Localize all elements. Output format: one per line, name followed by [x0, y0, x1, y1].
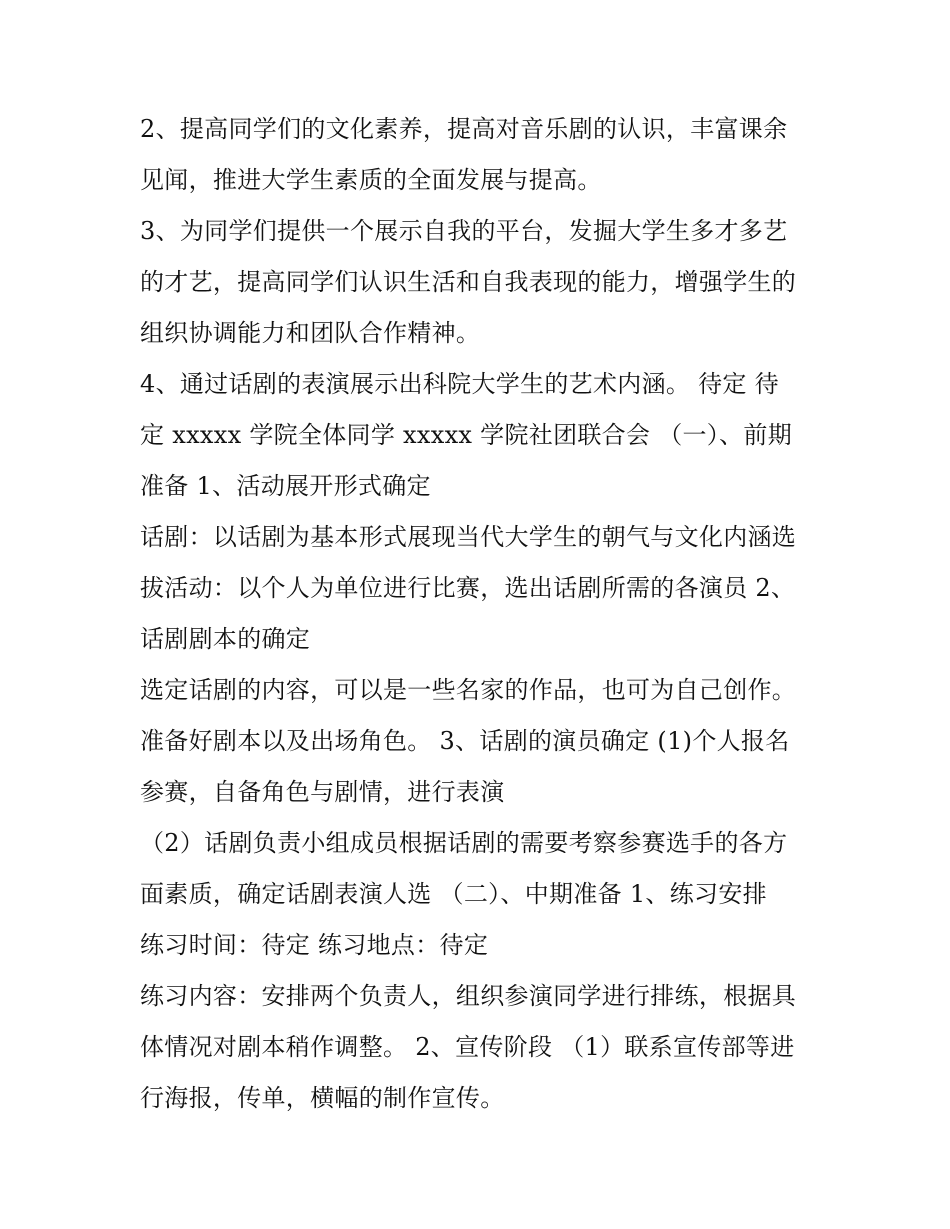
text-line: 3、为同学们提供一个展示自我的平台，发掘大学生多才多艺 [140, 217, 788, 245]
text-line: 2、提高同学们的文化素养，提高对音乐剧的认识，丰富课余 [140, 115, 788, 143]
text-line: （2）话剧负责小组成员根据话剧的需要考察参赛选手的各方 [140, 829, 788, 857]
text-line: 练习时间：待定 练习地点：待定 [140, 931, 489, 959]
text-line: 定 xxxxx 学院全体同学 xxxxx 学院社团联合会 （一）、前期 [140, 421, 792, 449]
text-line: 准备 1、活动展开形式确定 [140, 472, 431, 500]
text-line: 行海报，传单，横幅的制作宣传。 [140, 1084, 505, 1112]
text-line: 练习内容：安排两个负责人，组织参演同学进行排练，根据具 [140, 982, 797, 1010]
text-line: 选定话剧的内容，可以是一些名家的作品，也可为自己创作。 [140, 676, 797, 704]
text-line: 话剧剧本的确定 [140, 625, 311, 653]
document-body [140, 104, 830, 1124]
text-line: 准备好剧本以及出场角色。 3、话剧的演员确定 (1)个人报名 [140, 727, 790, 755]
text-line: 见闻，推进大学生素质的全面发展与提高。 [140, 166, 602, 194]
text-line: 4、通过话剧的表演展示出科院大学生的艺术内涵。 待定 待 [140, 370, 779, 398]
text-line: 的才艺，提高同学们认识生活和自我表现的能力，增强学生的 [140, 268, 797, 296]
text-line: 面素质，确定话剧表演人选 （二）、中期准备 1、练习安排 [140, 880, 767, 908]
text-line: 体情况对剧本稍作调整。 2、宣传阶段 （1）联系宣传部等进 [140, 1033, 795, 1061]
text-line: 参赛，自备角色与剧情，进行表演 [140, 778, 505, 806]
text-line: 拔活动：以个人为单位进行比赛，选出话剧所需的各演员 2、 [140, 574, 796, 602]
text-line: 话剧：以话剧为基本形式展现当代大学生的朝气与文化内涵选 [140, 523, 797, 551]
text-line: 组织协调能力和团队合作精神。 [140, 319, 481, 347]
